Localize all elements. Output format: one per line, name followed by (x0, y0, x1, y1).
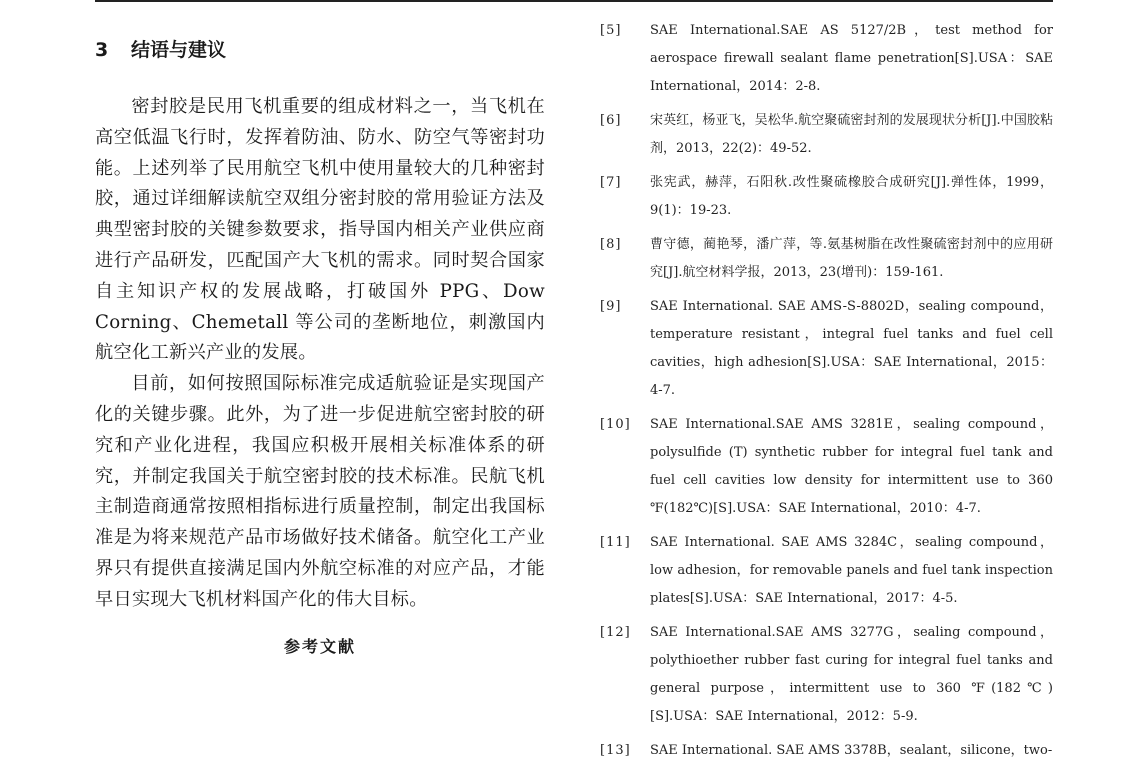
reference-text: SAE International.SAE AS 5127/2B，test method for aerospace firewall sealant flame penetration[S].USA：SAE International，2014：2-8. (650, 23, 1053, 94)
reference-item (600, 529, 1053, 613)
reference-index: [12] (600, 625, 631, 640)
reference-item (600, 107, 1053, 163)
reference-text: 张宪武，赫萍，石阳秋.改性聚硫橡胶合成研究[J].弹性体，1999，9(1)：19-23. (650, 175, 1053, 218)
reference-index: [11] (600, 535, 631, 550)
reference-index: [10] (600, 417, 631, 432)
reference-text: 曹守德，蔺艳琴，潘广萍，等.氨基树脂在改性聚硫密封剂中的应用研究[J].航空材料学报，2013，23(增刊)：159-161. (650, 237, 1053, 280)
reference-item (600, 169, 1053, 225)
references-title: 参考文献 (283, 636, 356, 656)
reference-item (600, 737, 1053, 765)
paragraph-conclusion: 密封胶是民用飞机重要的组成材料之一，当飞机在高空低温飞行时，发挥着防油、防水、防空气等密封功能。上述列举了民用航空飞机中使用量较大的几种密封胶，通过详细解读航空双组分密封胶的常用验证方法及典型密封胶的关键参数要求，指导国内相关产业供应商进行产品研发，匹配国产大飞机的需求。同时契合国家自主知识产权的发展战略，打破国外 PPG、Dow Corning、Chemetall 等公司的垄断地位，刺激国内航空化工新兴产业的发展。 (95, 96, 545, 364)
reference-index: [5] (600, 23, 622, 38)
paragraph-suggestion: 目前，如何按照国际标准完成适航验证是实现国产化的关键步骤。此外，为了进一步促进航空密封胶的研究和产业化进程，我国应积极开展相关标准体系的研究，并制定我国关于航空密封胶的技术标准。民航飞机主制造商通常按照相指标进行质量控制，制定出我国标准是为将来规范产品市场做好技术储备。航空化工产业界只有提供直接满足国内外航空标准的对应产品，才能早日实现大飞机材料国产化的伟大目标。 (95, 373, 545, 610)
reference-index: [7] (600, 175, 622, 190)
section-title: 结语与建议 (131, 39, 227, 61)
reference-item (600, 293, 1053, 405)
top-rule (95, 0, 1053, 2)
reference-item (600, 231, 1053, 287)
reference-text: SAE International. SAE AMS 3378B，sealant，silicone，two- (650, 743, 1053, 758)
reference-index: [13] (600, 743, 631, 758)
reference-index: [9] (600, 299, 622, 314)
reference-text: 宋英红，杨亚飞，吴松华.航空聚硫密封剂的发展现状分析[J].中国胶粘剂，2013，22(2)：49-52. (650, 113, 1053, 156)
reference-item (600, 411, 1053, 523)
reference-text: SAE International. SAE AMS 3284C，sealing compound，low adhesion，for removable panels and fuel tank inspection plates[S].USA：SAE International，2017：4-5. (650, 535, 1053, 606)
section-number: 3 (95, 39, 109, 61)
left-column (95, 36, 545, 657)
section-heading (95, 36, 545, 64)
reference-list (600, 17, 1053, 771)
reference-text: SAE International. SAE AMS-S-8802D，sealing compound，temperature resistant，integral fuel tanks and fuel cell cavities，high adhesion[S].USA：SAE International，2015：4-7. (650, 299, 1053, 398)
reference-item (600, 619, 1053, 731)
reference-index: [8] (600, 237, 622, 252)
reference-item (600, 17, 1053, 101)
reference-text: SAE International.SAE AMS 3281E，sealing compound，polysulfide (T) synthetic rubber for integral fuel tank and fuel cell cavities low density for intermittent use to 360 ℉(182℃)[S].USA：SAE International，2010：4-7. (650, 417, 1053, 516)
reference-index: [6] (600, 113, 622, 128)
reference-text: SAE International.SAE AMS 3277G，sealing compound，polythioether rubber fast curing for integral fuel tanks and general purpose，intermittent use to 360 ℉(182℃)[S].USA：SAE International，2012：5-9. (650, 625, 1053, 724)
